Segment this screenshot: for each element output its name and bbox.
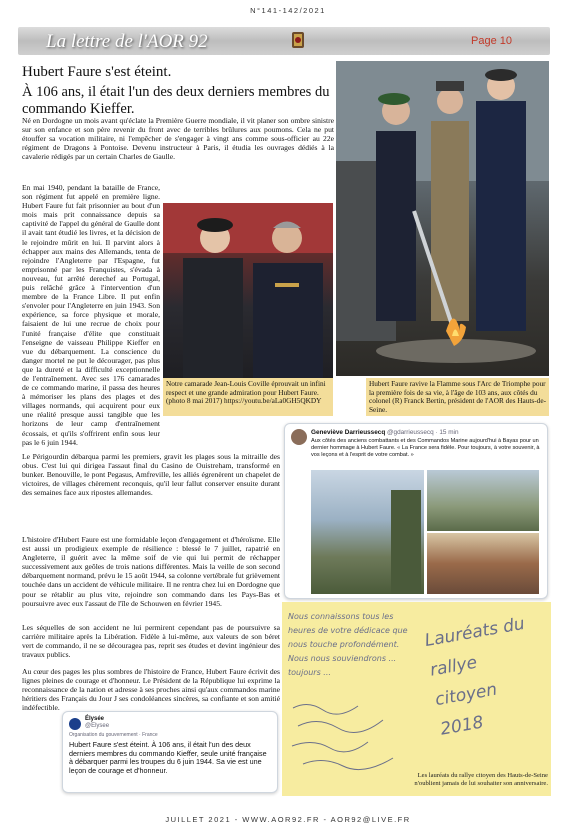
header-banner: [18, 27, 550, 55]
article-landing: [22, 452, 280, 501]
article-paragraph: L'histoire d'Hubert Faure est une formidable leçon d'engagement et d'héroïsme. Elle est aussi un prodigieux exemple de résilience : blessé le 7 juillet, rapatrié en Angleterre, il guérit avec la même soif de vie qui lui permit de réchapper successivement aux geôles de trois nations différentes. Mais la veille de son second débarquement normand, prévu le 15 août 1944, sa colonne vertébrale fut grièvement touchée dans un accident de véhicule militaire. Il ne rentra chez lui en Dordogne que pour se rétablir au plus vite, rejoindre son commando dans les Pays-Bas et poursuivre avec eux l'assaut de l'île de Schouwen en février 1945.: [22, 535, 280, 608]
tweet-darrieussecq[interactable]: [284, 423, 548, 599]
tweet-text: Hubert Faure s'est éteint. À 106 ans, il était l'un des deux derniers membres du commando Kieffer, seule unité française à débarquer parmi les troupes du 6 juin 1944. Sa vie est une leçon de courage et d'honneur.: [69, 740, 267, 775]
tweet-photo-soldier: [391, 490, 421, 594]
article-after-war: [22, 623, 280, 663]
caption-left: Notre camarade Jean-Louis Coville éprouvait un infini respect et une grande admiration pour Hubert Faure. (photo 8 mai 2017) https://youtu.be/aLa0GH5QKDY: [163, 378, 333, 416]
rallye-note-image: [282, 602, 551, 796]
article-resilience: [22, 535, 280, 612]
tweet-photo-grid: [311, 470, 539, 594]
note-caption: Les lauréats du rallye citoyen des Hauts-de-Seine n'oublient jamais de lui souhaiter son anniversaire.: [414, 772, 548, 787]
elysee-logo-icon: [69, 718, 81, 730]
tweet-org: Organisation du gouvernement · France: [69, 732, 158, 738]
headline-title: Hubert Faure s'est éteint.: [22, 64, 172, 80]
issue-number: N°141-142/2021: [250, 6, 326, 15]
newsletter-title: La lettre de l'AOR 92: [46, 31, 208, 52]
tweet-handle: @Elysee: [85, 723, 110, 729]
article-paragraph: Né en Dordogne un mois avant qu'éclate la Première Guerre mondiale, il vit planer son ombre sinistre sur son enfance et son père revenir du front avec de terribles brûlures aux poumons. Cela ne put étouffer sa vocation militaire, ni l'empêcher de s'engager à vingt ans comme sous-officier au 22e régiment de Dragons à Pontoise. Devenu instructeur à Paris, il étudia les ouvrages dédiés à la cavalerie rédigés par un certain Charles de Gaulle.: [22, 116, 334, 162]
tweet-handle: @gdarrieussecq · 15 min: [387, 429, 459, 436]
page-number: Page 10: [471, 35, 512, 47]
signatures-icon: [288, 698, 408, 778]
tweet-text: Aux côtés des anciens combattants et des Commandos Marine aujourd'hui à Bayas pour un dernier hommage à Hubert Faure. « La France sera fidèle. Pour toujours, à votre souvenir, à vos leçons et à l'esprit de votre combat. »: [311, 438, 540, 458]
footer: JUILLET 2021 - WWW.AOR92.FR - AOR92@LIVE.FR: [165, 815, 411, 824]
tweet-author: Geneviève Darrieussecq: [311, 429, 386, 436]
handwritten-laureats: Lauréats du rallye citoyen 2018: [423, 613, 527, 740]
tweet-elysee[interactable]: [62, 711, 278, 793]
tweet-author: Élysée: [85, 716, 105, 722]
article-paragraph: Le Périgourdin débarqua parmi les premiers, gravit les plages sous la mitraille des obus. C'est lui qui dirigea l'assaut final du Casino de Ouistreham, transformé en bunker. Benouville, le pont Pegasus, Amfreville, les alliés égrenèrent un chapelet de victoires, de villages chèrement reconquis, qu'il leur fallut conserver ensuite durant des semaines face aux ripostes allemandes.: [22, 452, 280, 498]
article-paragraph: Les séquelles de son accident ne lui permirent cependant pas de poursuivre sa carrière militaire après la Libération. Fidèle à lui-même, aux valeurs de son béret vert de commando, il ne se découragea pas, reprit ses études et devint ingénieur des travaux publics.: [22, 623, 280, 660]
article-narrow-column: [22, 183, 160, 453]
tweet-photo-bottom: [427, 533, 539, 594]
caption-right: Hubert Faure ravive la Flamme sous l'Arc de Triomphe pour la première fois de sa vie, à l'âge de 103 ans, aux côtés du colonel (R) Franck Bertin, président de l'AOR des Hauts-de-Seine.: [366, 378, 549, 416]
avatar: [291, 429, 307, 445]
article-intro: [22, 116, 334, 165]
aor-emblem-icon: [289, 30, 307, 52]
handwritten-message: Nous connaissons tous les heures de votre dédicace que nous touche profondément. Nous nous souviendrons ... toujours ...: [288, 612, 408, 677]
article-paragraph: En mai 1940, pendant la bataille de France, son régiment fut appelé en première ligne. Hubert Faure fut fait prisonnier au bout d'un mois mais prit connaissance depuis sa captivité de l'appel du général de Gaulle dont il avait tant étudié les livres, et la décision de le rejoindre mûrit en lui. Il parvint alors à échapper aux mains des Allemands, tenta de rejoindre l'Angleterre par l'Espagne, fut emprisonné par les Franquistes, s'évada à nouveau, fut arrêté derechef au Portugal, puis relâché grâce à l'intervention d'un membre de la France Libre. Il put enfin s'envoler pour l'Angleterre en juin 1943. Son expérience, sa force physique et morale, faisaient de lui une recrue de choix pour l'unité française d'élite que constituait l'enseigne de vaisseau Philippe Kieffer en vue du débarquement. La conscience du danger mortel ne put le décourager, pas plus que la dureté et la difficulté exceptionnelle de l'entraînement. Avec ses 176 camarades de ce commando marine, il passa des heures à mémoriser les plans des plages et des villages normands, qui acquirent pour eux une réalité presque aussi tangible que les horizons de leur camp d'entraînement écossais, et qu'ils s'offrirent enfin sous leur pas le 6 juin 1944.: [22, 183, 160, 447]
tweet-photo-top: [427, 470, 539, 531]
veterans-portrait-photo: [163, 203, 333, 378]
flame-ceremony-photo: [336, 61, 549, 376]
headline-subtitle: À 106 ans, il était l'un des deux derniers membres du commando Kieffer.: [22, 84, 330, 117]
article-paragraph: Au cœur des pages les plus sombres de l'histoire de France, Hubert Faure écrivit des lignes pleines de courage et d'honneur. Le Président de la République lui exprime la reconnaissance de la nation et adresse à ses proches ainsi qu'aux commandos marine héritiers des Français du Jour J ses condoléances sincères, sa confiante et son amitié indéfectible.: [22, 667, 280, 713]
